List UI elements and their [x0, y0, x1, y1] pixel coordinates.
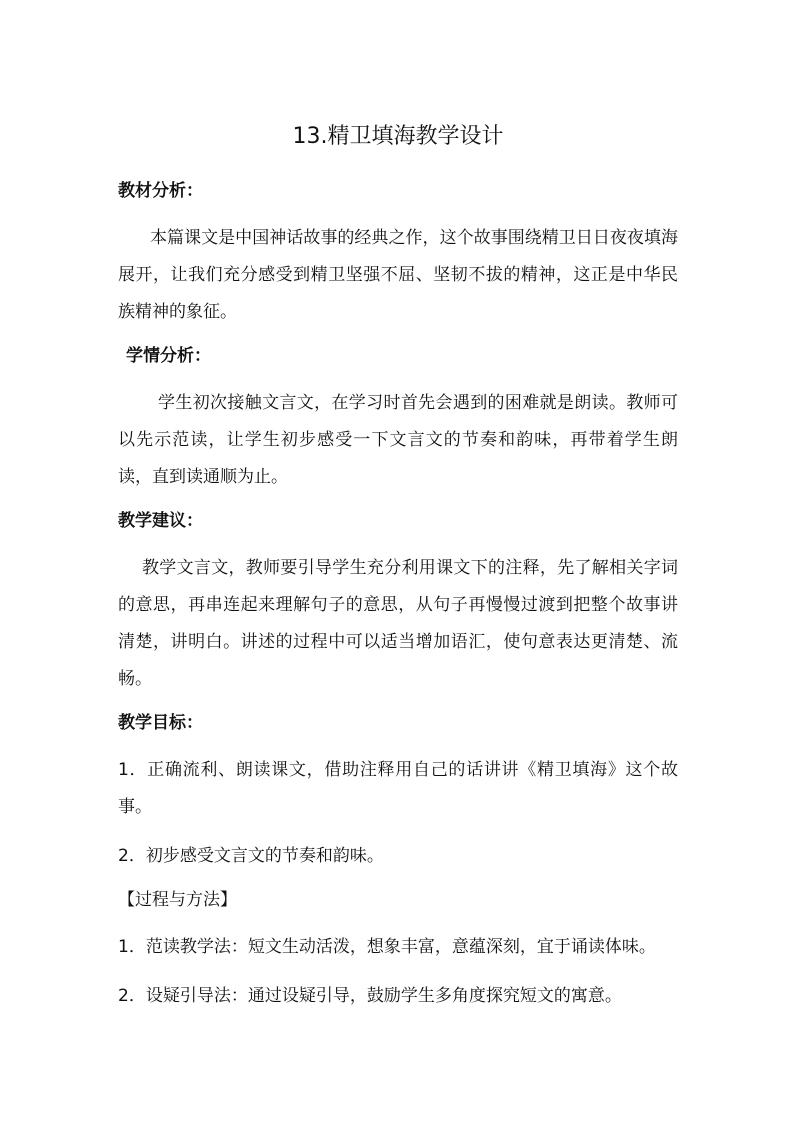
- list-item: [118, 929, 678, 966]
- list-item-text: 设疑引导法：通过设疑引导，鼓励学生多角度探究短文的寓意。: [145, 986, 622, 1006]
- section-teaching-suggestions: [118, 508, 678, 698]
- process-list: [118, 929, 678, 1015]
- heading-process-methods: 【过程与方法】: [118, 890, 237, 910]
- section-process-methods: [118, 887, 678, 1015]
- heading-teaching-objectives: 教学目标：: [118, 713, 203, 733]
- heading-student-analysis: 学情分析：: [126, 346, 211, 366]
- paragraph-material-analysis: 本篇课文是中国神话故事的经典之作，这个故事围绕精卫日日夜夜填海展开，让我们充分感受到精卫坚强不屈、坚韧不拔的精神，这正是中华民族精神的象征。: [118, 228, 678, 322]
- section-teaching-objectives: [118, 710, 678, 875]
- list-item-text: 正确流利、朗读课文，借助注释用自己的话讲讲《精卫填海》这个故事。: [118, 760, 678, 817]
- list-item-text: 范读教学法：短文生动活泼，想象丰富，意蕴深刻，宜于诵读体味。: [145, 937, 656, 957]
- section-student-analysis: [118, 343, 678, 496]
- list-item-number: 1．: [118, 937, 146, 957]
- list-item-number: 2．: [118, 846, 146, 866]
- heading-material-analysis: 教材分析：: [118, 181, 203, 201]
- document-title: 13.精卫填海教学设计: [292, 124, 504, 149]
- heading-teaching-suggestions: 教学建议：: [118, 511, 203, 531]
- list-item: [118, 838, 678, 875]
- document-page: [118, 120, 678, 1027]
- list-item-text: 初步感受文言文的节奏和韵味。: [145, 846, 384, 866]
- list-item-number: 1．: [118, 760, 148, 780]
- paragraph-teaching-suggestions: 教学文言文，教师要引导学生充分利用课文下的注释，先了解相关字词的意思，再串连起来理解句子的意思，从句子再慢慢过渡到把整个故事讲清楚，讲明白。讲述的过程中可以适当增加语汇，使句意表达更清楚、流畅。: [118, 558, 678, 689]
- list-item: [118, 978, 678, 1015]
- list-item-number: 2．: [118, 986, 146, 1006]
- objectives-list: [118, 752, 678, 875]
- section-material-analysis: [118, 178, 678, 331]
- paragraph-student-analysis: 学生初次接触文言文，在学习时首先会遇到的困难就是朗读。教师可以先示范读，让学生初步感受一下文言文的节奏和韵味，再带着学生朗读，直到读通顺为止。: [118, 393, 678, 487]
- list-item: [118, 752, 678, 826]
